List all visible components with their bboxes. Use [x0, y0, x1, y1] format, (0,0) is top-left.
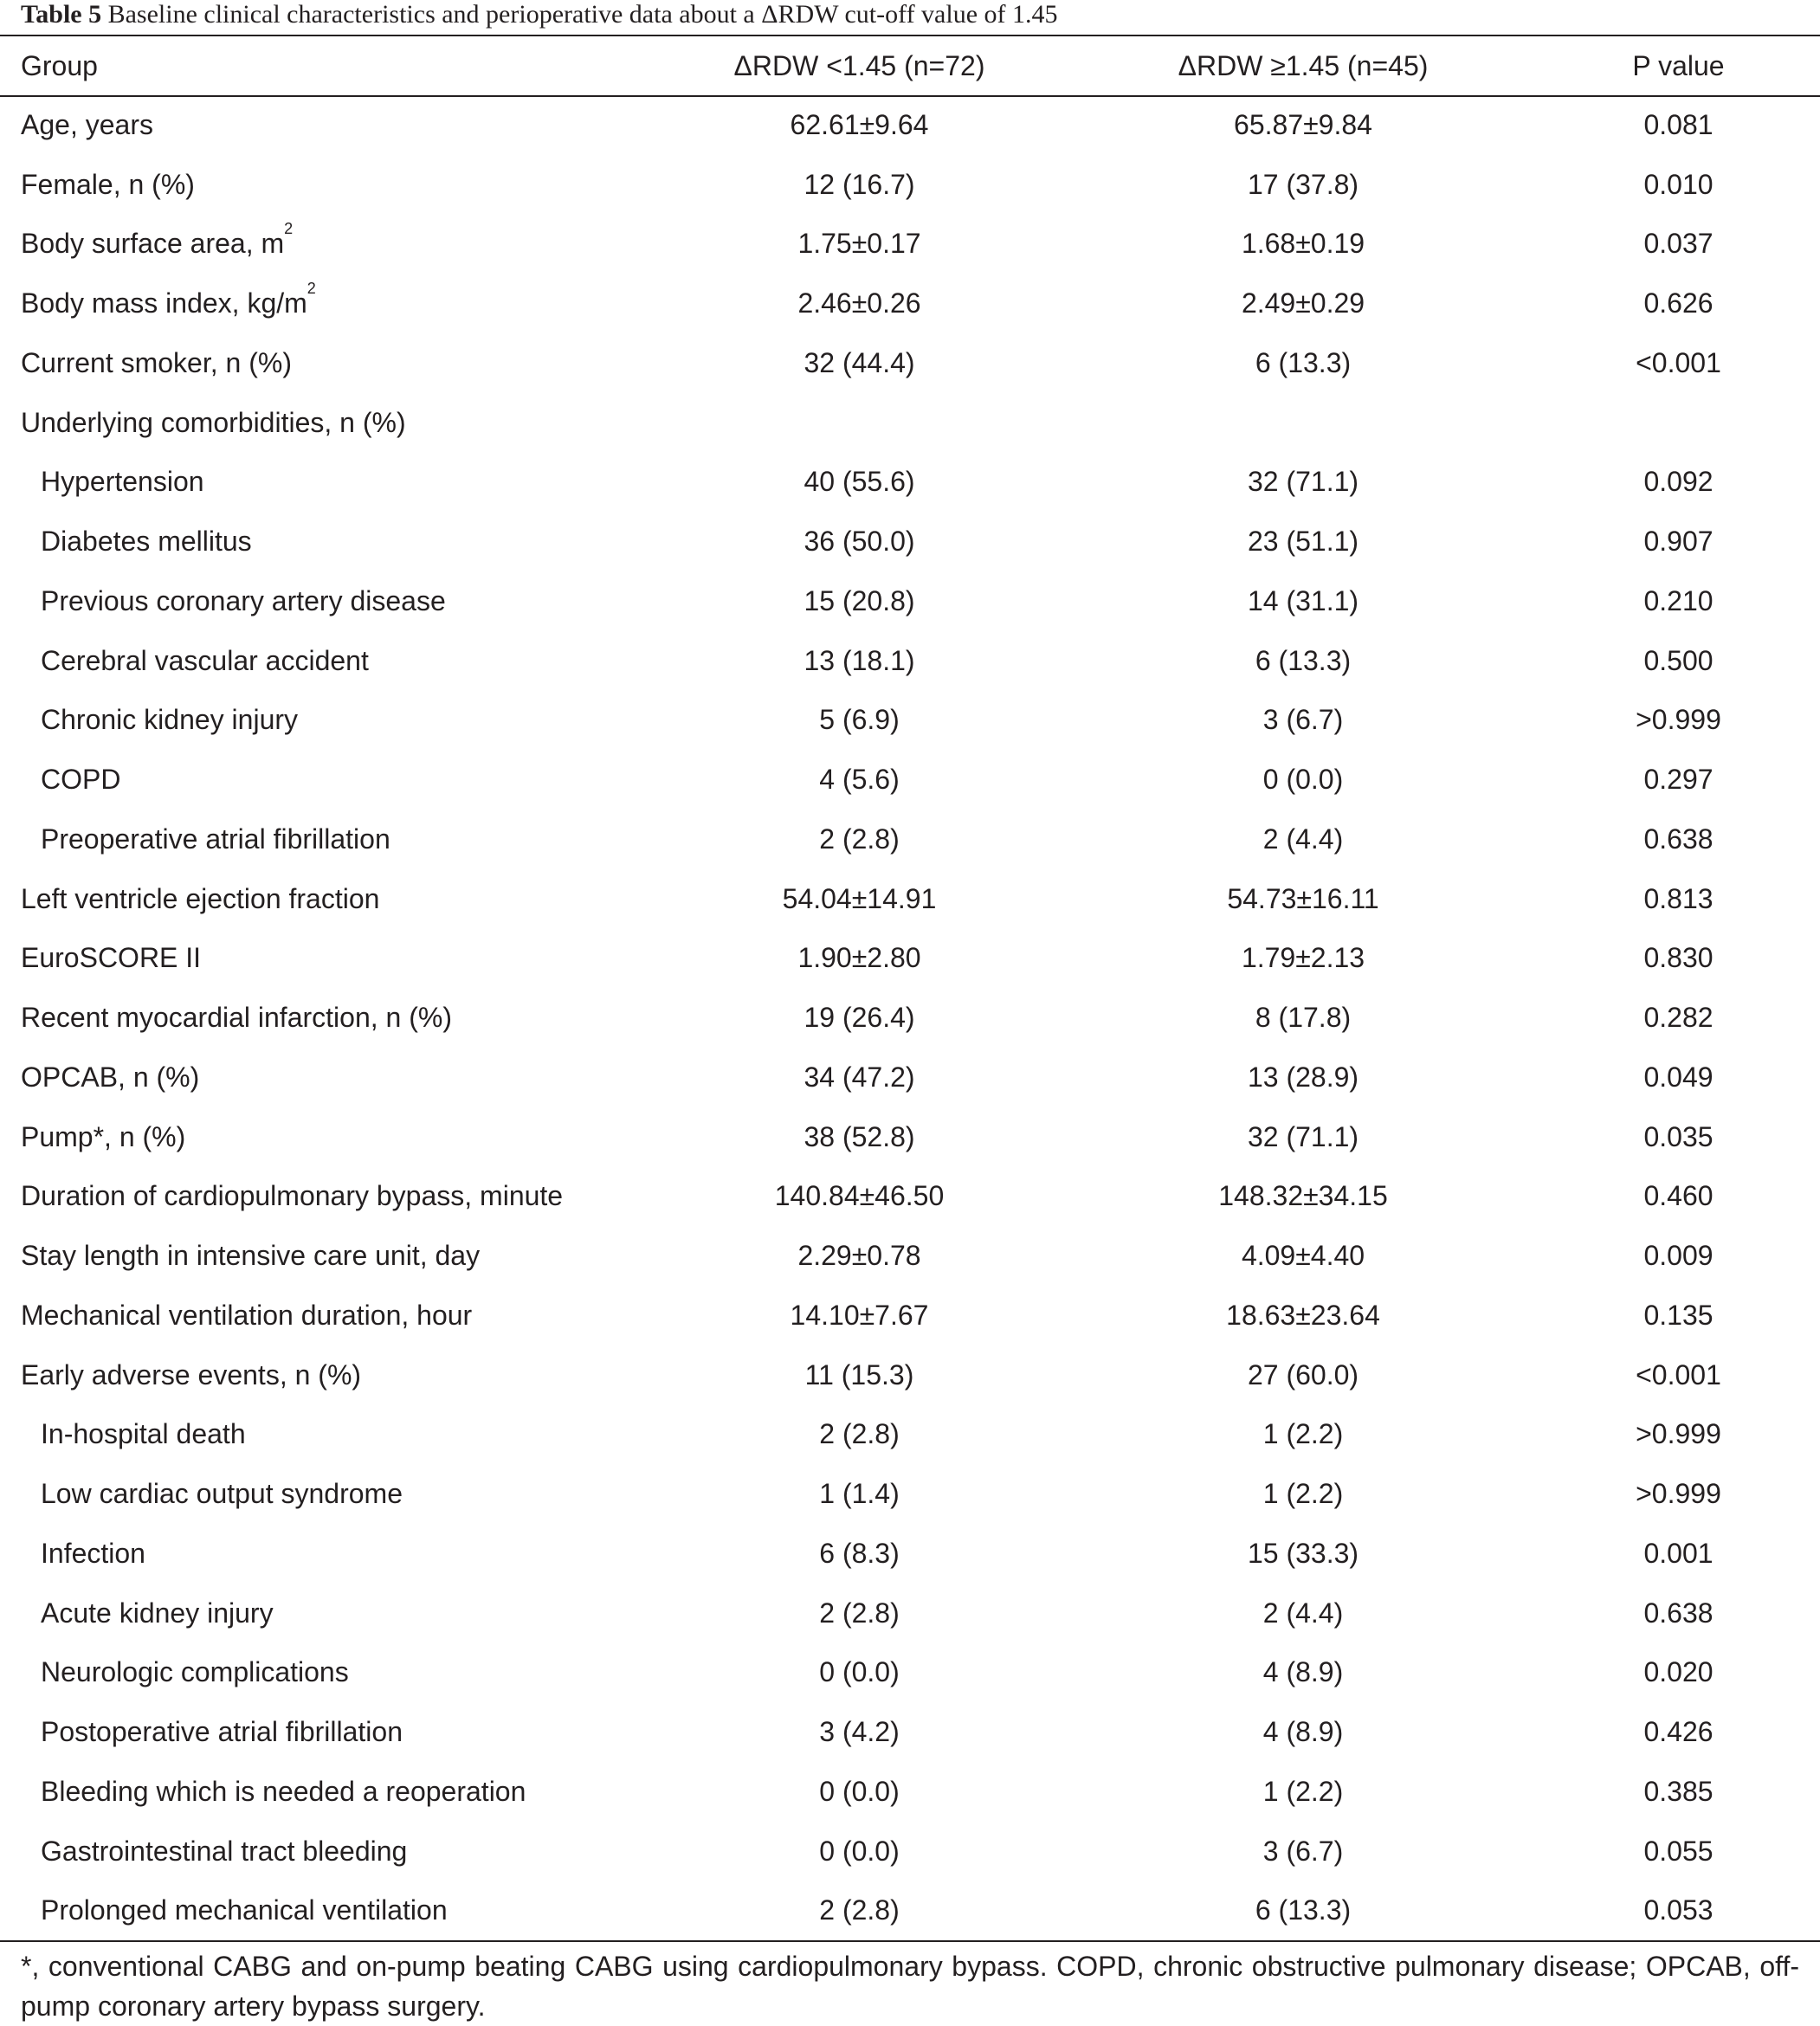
row-value-low: 0 (0.0): [819, 1775, 900, 1807]
row-value-low: 140.84±46.50: [774, 1180, 945, 1212]
row-label: [0, 1107, 649, 1167]
row-label: [0, 1881, 649, 1941]
row-value-low: 54.04±14.91: [782, 882, 937, 914]
row-p-value: 0.638: [1643, 1597, 1714, 1629]
row-p-value: <0.001: [1636, 1358, 1721, 1390]
row-value-low: 11 (15.3): [804, 1358, 914, 1390]
row-label-text: Diabetes mellitus: [41, 526, 252, 558]
row-value-high: 0 (0.0): [1262, 764, 1344, 796]
header-row: [0, 36, 1820, 95]
row-label: [0, 1167, 649, 1227]
row-p-value: 0.830: [1643, 942, 1714, 974]
row-label: [0, 453, 649, 513]
header-group: Group: [21, 49, 98, 81]
row-label-text: Chronic kidney injury: [41, 704, 299, 736]
row-label-text: Underlying comorbidities, n (%): [21, 406, 406, 438]
row-value-high: 54.73±16.11: [1227, 882, 1379, 914]
row-label: [0, 1405, 649, 1465]
row-value-low: 34 (47.2): [804, 1061, 915, 1093]
row-value-low: 14.10±7.67: [790, 1299, 929, 1331]
row-value-high: 4.09±4.40: [1241, 1240, 1365, 1272]
table-row: [0, 988, 1820, 1048]
table-row: [0, 1643, 1820, 1703]
row-p-value: <0.001: [1636, 346, 1721, 378]
table-row: [0, 571, 1820, 631]
row-value-high: 1.79±2.13: [1241, 942, 1365, 974]
row-value-high: 17 (37.8): [1247, 168, 1359, 200]
data-table: [0, 36, 1820, 1940]
row-p-value: 0.500: [1643, 644, 1714, 676]
row-p-value: 0.053: [1643, 1894, 1714, 1926]
row-p-value: 0.035: [1643, 1120, 1714, 1152]
table-caption-text: Baseline clinical characteristics and perioperative data about a ΔRDW cut-off value of 1.45: [107, 0, 1058, 29]
row-p-value: 0.081: [1643, 108, 1714, 140]
row-value-high: 1 (2.2): [1262, 1478, 1344, 1510]
row-value-high: 2 (4.4): [1262, 823, 1344, 855]
table-row: [0, 1345, 1820, 1405]
row-p-value: 0.009: [1643, 1240, 1714, 1272]
row-value-low: 4 (5.6): [819, 764, 900, 796]
row-value-high: 23 (51.1): [1247, 526, 1359, 558]
table-row: [0, 1405, 1820, 1465]
row-value-high: 13 (28.9): [1247, 1061, 1359, 1093]
row-label-text: Neurologic complications: [41, 1656, 349, 1688]
row-p-value: 0.055: [1643, 1835, 1714, 1867]
table-row: [0, 1881, 1820, 1941]
row-label: [0, 155, 649, 215]
row-p-value: 0.210: [1643, 584, 1714, 616]
row-value-high: 18.63±23.64: [1226, 1299, 1380, 1331]
row-value-low: [649, 393, 1069, 453]
row-label-text: Recent myocardial infarction, n (%): [21, 1002, 452, 1034]
row-value-low: 1.75±0.17: [797, 228, 921, 260]
table-body: [0, 95, 1820, 1940]
row-label: [0, 1762, 649, 1822]
row-value-low: 5 (6.9): [819, 704, 900, 736]
row-p-value: [1537, 393, 1820, 453]
row-label: [0, 631, 649, 691]
row-label-text: OPCAB, n (%): [21, 1061, 200, 1093]
row-label-text: Body surface area, m: [21, 228, 285, 260]
table-row: [0, 1048, 1820, 1107]
row-label: [0, 1464, 649, 1524]
row-value-high: 2 (4.4): [1262, 1597, 1344, 1629]
row-label-text: Pump*, n (%): [21, 1120, 186, 1152]
row-p-value: 0.010: [1643, 168, 1714, 200]
row-value-high: 6 (13.3): [1255, 346, 1352, 378]
row-label: [0, 750, 649, 810]
row-p-value: 0.638: [1643, 823, 1714, 855]
row-value-high: 27 (60.0): [1247, 1358, 1359, 1390]
row-label-text: Female, n (%): [21, 168, 195, 200]
row-p-value: 0.037: [1643, 228, 1714, 260]
row-label-text: Body mass index, kg/m: [21, 287, 307, 319]
table-row: [0, 869, 1820, 929]
row-label-text: Bleeding which is needed a reoperation: [41, 1775, 526, 1807]
row-value-low: 2 (2.8): [819, 1418, 900, 1450]
row-value-high: 1 (2.2): [1262, 1418, 1344, 1450]
row-value-high: 4 (8.9): [1262, 1716, 1344, 1748]
row-value-low: 38 (52.8): [804, 1120, 915, 1152]
row-label: [0, 215, 649, 274]
row-label-text: EuroSCORE II: [21, 942, 202, 974]
table-row: [0, 750, 1820, 810]
row-label: [0, 1226, 649, 1286]
row-p-value: 0.813: [1643, 882, 1714, 914]
row-value-low: 2.29±0.78: [797, 1240, 921, 1272]
bottom-rule: [0, 1940, 1820, 1942]
row-value-high: 4 (8.9): [1262, 1656, 1344, 1688]
row-label: [0, 512, 649, 571]
row-value-high: 3 (6.7): [1262, 1835, 1344, 1867]
row-label-text: Prolonged mechanical ventilation: [41, 1894, 448, 1926]
row-value-low: 2.46±0.26: [797, 287, 921, 319]
row-value-high: 32 (71.1): [1247, 466, 1359, 498]
table-row: [0, 1762, 1820, 1822]
table-row: [0, 1524, 1820, 1584]
row-value-low: 32 (44.4): [804, 346, 915, 378]
row-label: [0, 1584, 649, 1643]
row-p-value: 0.460: [1643, 1180, 1714, 1212]
row-label: [0, 1822, 649, 1881]
row-p-value: >0.999: [1636, 1478, 1721, 1510]
header-p-value: P value: [1632, 49, 1725, 81]
row-value-high: 6 (13.3): [1255, 644, 1352, 676]
table-row: [0, 1464, 1820, 1524]
row-label-text: Duration of cardiopulmonary bypass, minute: [21, 1180, 564, 1212]
row-value-low: 2 (2.8): [819, 1597, 900, 1629]
table-row: [0, 1584, 1820, 1643]
row-label: [0, 1643, 649, 1703]
table-row: [0, 631, 1820, 691]
row-label: [0, 929, 649, 989]
row-label: [0, 333, 649, 393]
row-label-superscript: 2: [284, 220, 294, 238]
row-value-low: 19 (26.4): [804, 1002, 915, 1034]
row-value-low: 0 (0.0): [819, 1835, 900, 1867]
row-label: [0, 1345, 649, 1405]
row-label: [0, 988, 649, 1048]
row-label-text: Low cardiac output syndrome: [41, 1478, 403, 1510]
row-label: [0, 869, 649, 929]
row-label-text: Age, years: [21, 108, 153, 140]
table-row: [0, 1167, 1820, 1227]
row-label: [0, 393, 649, 453]
row-value-low: 6 (8.3): [819, 1537, 900, 1569]
row-label-text: In-hospital death: [41, 1418, 246, 1450]
row-value-low: 1 (1.4): [819, 1478, 900, 1510]
table-row: [0, 453, 1820, 513]
row-label-text: Acute kidney injury: [41, 1597, 274, 1629]
row-value-low: 12 (16.7): [804, 168, 915, 200]
row-p-value: 0.626: [1643, 287, 1714, 319]
row-value-high: 8 (17.8): [1255, 1002, 1352, 1034]
table-row: [0, 929, 1820, 989]
table-footnote: *, conventional CABG and on-pump beating CABG using cardiopulmonary bypass. COPD, chronic obstructive pulmonary disease; OPCAB, off-pump coronary artery bypass surgery.: [21, 1951, 1799, 2022]
row-value-high: [1069, 393, 1537, 453]
row-value-low: 2 (2.8): [819, 1894, 900, 1926]
row-p-value: 0.049: [1643, 1061, 1714, 1093]
row-value-high: 15 (33.3): [1247, 1537, 1359, 1569]
row-label: [0, 571, 649, 631]
row-label-text: Previous coronary artery disease: [41, 584, 446, 616]
row-label: [0, 1048, 649, 1107]
row-label-superscript: 2: [307, 280, 316, 298]
table-row: [0, 1226, 1820, 1286]
table-row: [0, 512, 1820, 571]
table-row: [0, 215, 1820, 274]
table-row: [0, 393, 1820, 453]
row-p-value: 0.297: [1643, 764, 1714, 796]
table-row: [0, 333, 1820, 393]
row-label-text: Current smoker, n (%): [21, 346, 292, 378]
table-row: [0, 691, 1820, 751]
table-row: [0, 1822, 1820, 1881]
table-caption-label: Table 5: [21, 0, 102, 29]
row-p-value: 0.907: [1643, 526, 1714, 558]
table-caption: [21, 0, 1058, 29]
table-row: [0, 274, 1820, 333]
row-value-high: 6 (13.3): [1255, 1894, 1352, 1926]
row-value-high: 1.68±0.19: [1241, 228, 1365, 260]
row-label-text: Preoperative atrial fibrillation: [41, 823, 390, 855]
row-p-value: >0.999: [1636, 704, 1721, 736]
table-row: [0, 1107, 1820, 1167]
row-value-high: 3 (6.7): [1262, 704, 1344, 736]
row-label-text: Infection: [41, 1537, 145, 1569]
row-p-value: 0.282: [1643, 1002, 1714, 1034]
row-value-low: 62.61±9.64: [790, 108, 929, 140]
row-value-high: 32 (71.1): [1247, 1120, 1359, 1152]
row-p-value: 0.092: [1643, 466, 1714, 498]
row-value-high: 148.32±34.15: [1218, 1180, 1388, 1212]
row-label-text: Postoperative atrial fibrillation: [41, 1716, 403, 1748]
header-high-group: ΔRDW ≥1.45 (n=45): [1178, 49, 1429, 81]
row-value-low: 1.90±2.80: [797, 942, 921, 974]
row-p-value: 0.426: [1643, 1716, 1714, 1748]
row-value-high: 14 (31.1): [1247, 584, 1359, 616]
row-value-low: 13 (18.1): [804, 644, 915, 676]
row-value-high: 65.87±9.84: [1234, 108, 1372, 140]
row-label: [0, 691, 649, 751]
row-label: [0, 1524, 649, 1584]
row-p-value: >0.999: [1636, 1418, 1721, 1450]
row-p-value: 0.385: [1643, 1775, 1714, 1807]
row-value-high: 1 (2.2): [1262, 1775, 1344, 1807]
row-label-text: Left ventricle ejection fraction: [21, 882, 380, 914]
table-row: [0, 1702, 1820, 1762]
table-row: [0, 1286, 1820, 1345]
row-label-text: Gastrointestinal tract bleeding: [41, 1835, 408, 1867]
row-label: [0, 95, 649, 155]
row-label-text: Hypertension: [41, 466, 204, 498]
row-value-low: 0 (0.0): [819, 1656, 900, 1688]
table-row: [0, 155, 1820, 215]
row-p-value: 0.020: [1643, 1656, 1714, 1688]
row-value-low: 36 (50.0): [804, 526, 915, 558]
row-label-text: COPD: [41, 764, 121, 796]
row-value-high: 2.49±0.29: [1241, 287, 1365, 319]
row-p-value: 0.001: [1643, 1537, 1714, 1569]
table-row: [0, 810, 1820, 869]
table-row: [0, 95, 1820, 155]
row-value-low: 15 (20.8): [804, 584, 915, 616]
header-low-group: ΔRDW <1.45 (n=72): [733, 49, 985, 81]
row-value-low: 3 (4.2): [819, 1716, 900, 1748]
row-label: [0, 810, 649, 869]
row-label: [0, 274, 649, 333]
row-label-text: Early adverse events, n (%): [21, 1358, 362, 1390]
row-p-value: 0.135: [1643, 1299, 1714, 1331]
row-label-text: Cerebral vascular accident: [41, 644, 369, 676]
row-label-text: Mechanical ventilation duration, hour: [21, 1299, 473, 1331]
row-label: [0, 1286, 649, 1345]
row-label-text: Stay length in intensive care unit, day: [21, 1240, 481, 1272]
row-value-low: 2 (2.8): [819, 823, 900, 855]
row-label: [0, 1702, 649, 1762]
row-value-low: 40 (55.6): [804, 466, 915, 498]
